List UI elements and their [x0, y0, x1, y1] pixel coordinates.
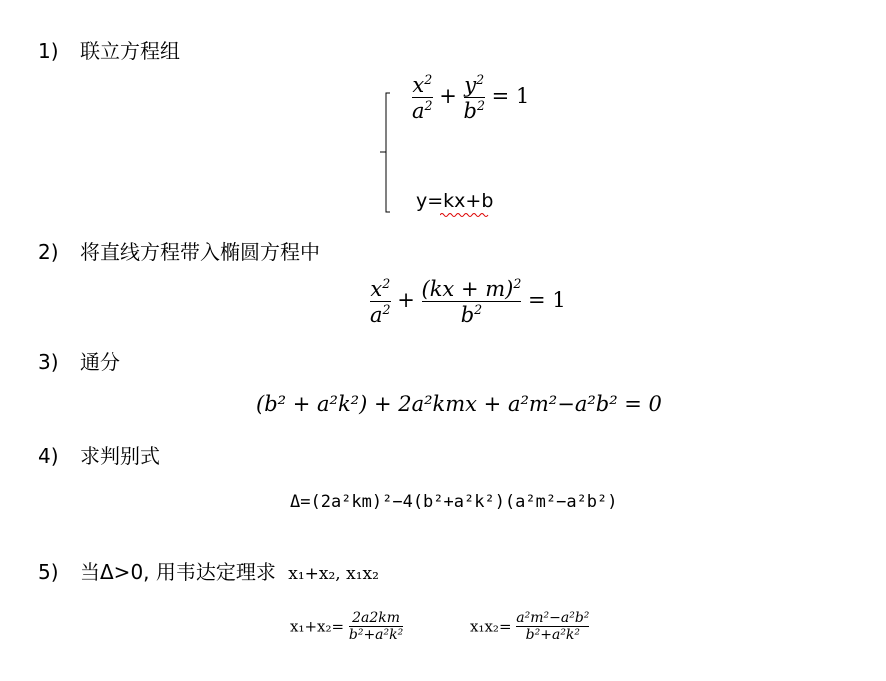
step-text: 求判别式 [80, 444, 160, 468]
step-5 [38, 556, 379, 585]
step-number: 4) [38, 444, 59, 468]
product-label: x₁x₂= [470, 617, 512, 636]
equation-rhs: = 1 [491, 84, 530, 108]
sum-label: x₁+x₂= [290, 617, 345, 636]
equation-system [378, 72, 558, 217]
numerator-kxm: (kx + m) [421, 277, 514, 301]
step-text: 当Δ>0, 用韦达定理求 [80, 560, 276, 584]
product-denominator: b²+a²k² [525, 627, 581, 643]
sum-numerator: 2a2km [352, 610, 401, 626]
step-text: 联立方程组 [80, 39, 180, 63]
step-3 [38, 346, 120, 375]
step-number: 2) [38, 240, 59, 264]
sum-denominator: b²+a²k² [348, 627, 404, 643]
step-number: 3) [38, 350, 59, 374]
vieta-sum [290, 610, 403, 643]
brace-icon [378, 72, 394, 217]
step-1 [38, 35, 180, 64]
sum-fraction [349, 610, 403, 643]
fraction-kxm-b2: $\frac{(kx + m)^2}{b^2}$ [421, 276, 522, 327]
step-2 [38, 236, 320, 265]
ellipse-equation: $\frac{x^2}{a^2}$ + $\frac{y^2}{b^2}$ = 1 [412, 72, 530, 123]
quadratic-equation: (b² + a²k²) + 2a²kmx + a²m²−a²b² = 0 [256, 392, 662, 416]
step-4 [38, 440, 160, 469]
fraction-x2-a2: $\frac{x^2}{a^2}$ [370, 276, 391, 327]
product-fraction [516, 610, 589, 643]
step-number: 5) [38, 560, 59, 584]
step5-variables: x₁+x₂, x₁x₂ [288, 564, 379, 584]
spellcheck-underline [440, 212, 490, 218]
step-text: 将直线方程带入椭圆方程中 [80, 240, 320, 264]
equation-rhs: = 1 [528, 288, 566, 312]
step-text: 通分 [80, 350, 120, 374]
discriminant-equation: Δ=(2a²km)²−4(b²+a²k²)(a²m²−a²b²) [290, 492, 618, 512]
line-equation: y=kx+b [416, 190, 494, 212]
vieta-product [470, 610, 589, 643]
fraction-x2-a2: $\frac{x^2}{a^2}$ [412, 72, 433, 123]
step-number: 1) [38, 39, 59, 63]
fraction-y2-b2: $\frac{y^2}{b^2}$ [463, 72, 485, 123]
substituted-equation: $\frac{x^2}{a^2}$ + $\frac{(kx + m)^2}{b^2}$ = 1 [370, 276, 566, 327]
product-numerator: a²m²−a²b² [516, 610, 590, 626]
